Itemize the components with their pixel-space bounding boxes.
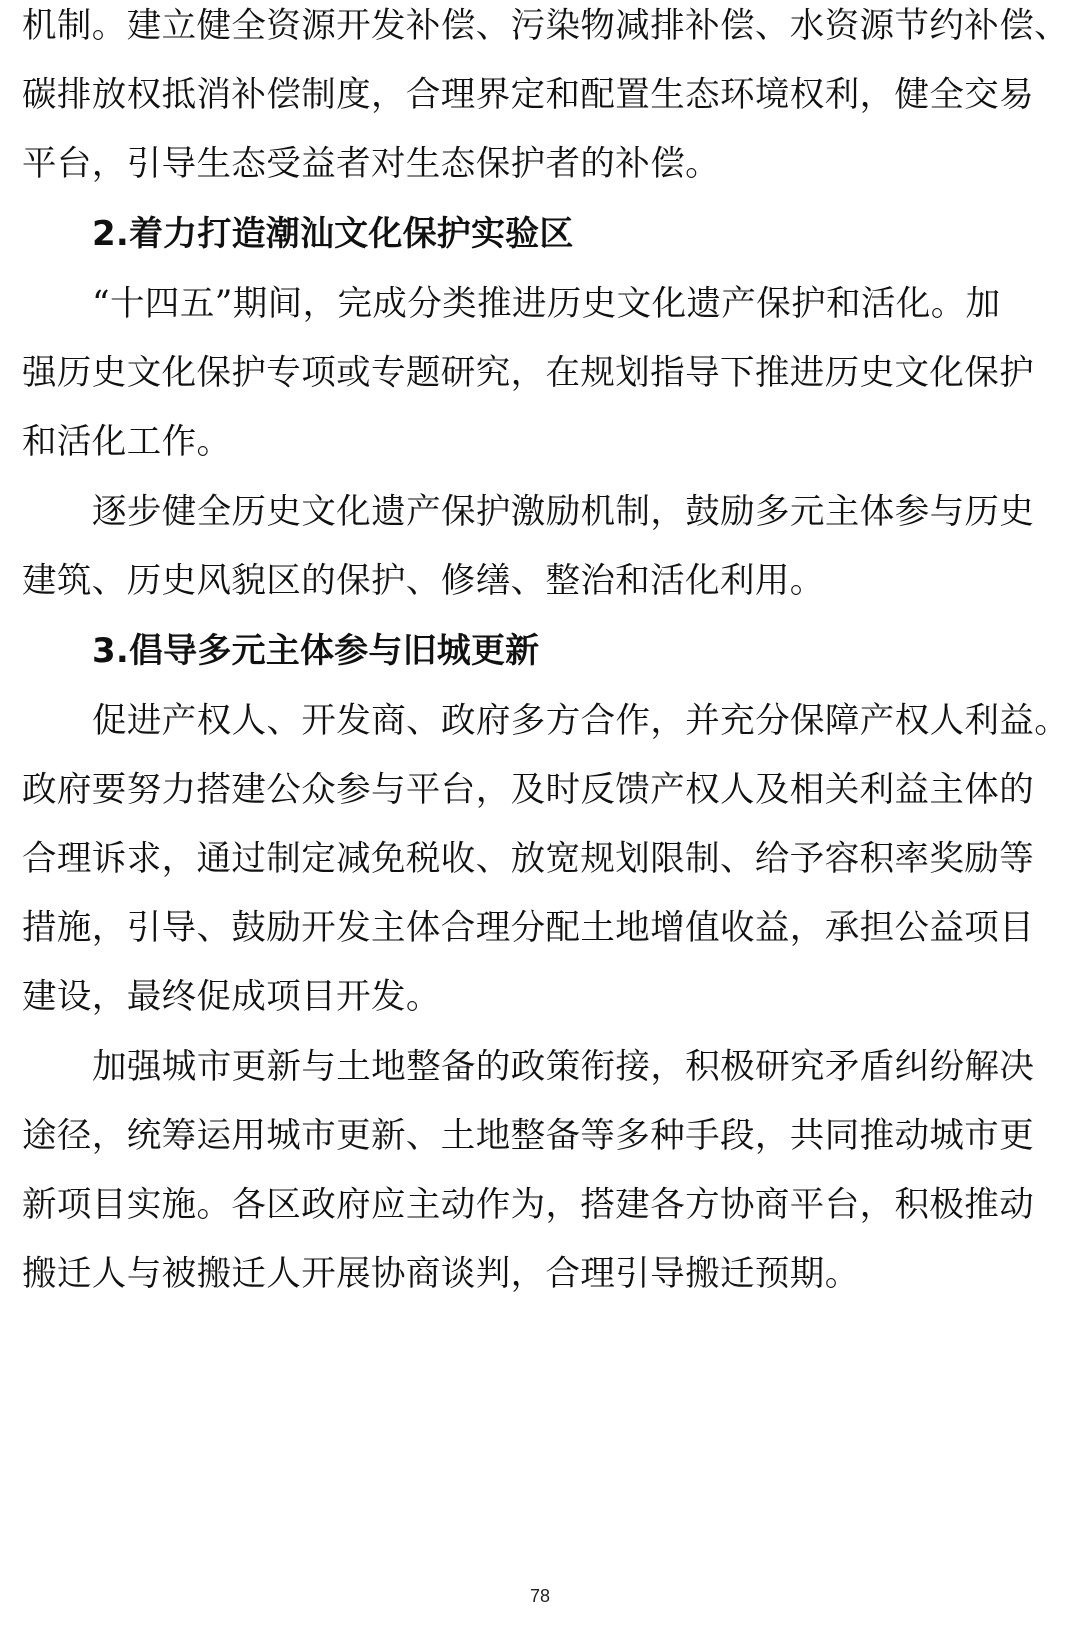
text-line: 碳排放权抵消补偿制度，合理界定和配置生态环境权利，健全交易 <box>22 75 1035 115</box>
text-line: 平台，引导生态受益者对生态保护者的补偿。 <box>22 144 720 184</box>
text-line: 机制。建立健全资源开发补偿、污染物减排补偿、水资源节约补偿、 <box>22 6 1069 46</box>
text-line: 和活化工作。 <box>22 422 232 462</box>
text-line: 加强城市更新与土地整备的政策衔接，积极研究矛盾纠纷解决 <box>92 1047 1035 1087</box>
text-line: 建设，最终促成项目开发。 <box>22 977 441 1017</box>
section-heading: 2.着力打造潮汕文化保护实验区 <box>92 214 574 254</box>
text-line: 政府要努力搭建公众参与平台，及时反馈产权人及相关利益主体的 <box>22 770 1035 810</box>
text-line: 措施，引导、鼓励开发主体合理分配土地增值收益，承担公益项目 <box>22 908 1035 948</box>
text-line: 搬迁人与被搬迁人开展协商谈判，合理引导搬迁预期。 <box>22 1254 860 1294</box>
text-line: 促进产权人、开发商、政府多方合作，并充分保障产权人利益。 <box>92 701 1070 741</box>
section-heading: 3.倡导多元主体参与旧城更新 <box>92 631 540 671</box>
text-line: 逐步健全历史文化遗产保护激励机制，鼓励多元主体参与历史 <box>92 492 1035 532</box>
text-line: 合理诉求，通过制定减免税收、放宽规划限制、给予容积率奖励等 <box>22 839 1035 879</box>
text-line: 建筑、历史风貌区的保护、修缮、整治和活化利用。 <box>22 561 825 601</box>
text-line: “十四五”期间，完成分类推进历史文化遗产保护和活化。加 <box>92 284 1001 324</box>
page-number: 78 <box>529 1586 551 1606</box>
text-line: 新项目实施。各区政府应主动作为，搭建各方协商平台，积极推动 <box>22 1185 1035 1225</box>
text-line: 途径，统筹运用城市更新、土地整备等多种手段，共同推动城市更 <box>22 1116 1035 1156</box>
text-line: 强历史文化保护专项或专题研究，在规划指导下推进历史文化保护 <box>22 353 1035 393</box>
